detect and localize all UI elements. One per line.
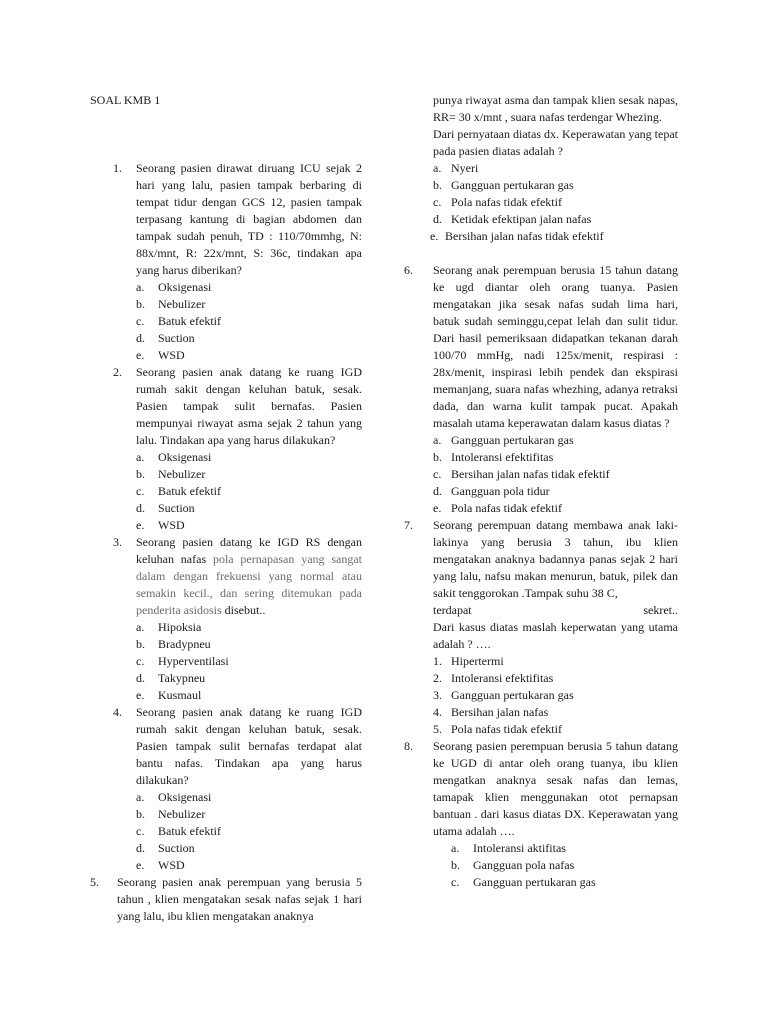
- option-a: a. Hipoksia: [136, 620, 202, 634]
- option-c: c. Batuk efektif: [136, 314, 221, 328]
- option-b: b. Intoleransi efektifitas: [433, 450, 554, 464]
- option-5: 5. Pola nafas tidak efektif: [433, 722, 562, 736]
- option-d: d. Suction: [136, 501, 195, 515]
- question-number: 4.: [113, 705, 122, 719]
- options-list: [136, 279, 362, 364]
- options-list: [136, 789, 362, 874]
- question-text: Seorang pasien anak perempuan yang berusia 5 tahun , klien mengatakan sesak nafas sejak 1 hari yang lalu, ibu klien mengatakan anaknya: [117, 875, 362, 923]
- question-5-continued: [404, 92, 678, 245]
- option-e: e. WSD: [136, 348, 185, 362]
- question-text: Seorang pasien anak datang ke ruang IGD rumah sakit dengan keluhan batuk, sesak. Pasien tampak sulit bernafas terdapat alat bantu nafas. Tindakan apa yang harus dilakukan?: [136, 705, 362, 787]
- question-text-last-line: terdapat sekret..: [433, 603, 678, 617]
- options-list: [136, 619, 362, 704]
- option-b: b. Gangguan pola nafas: [451, 858, 575, 872]
- option-e: e. Bersihan jalan nafas tidak efektif: [430, 229, 604, 243]
- option-d: d. Ketidak efektipan jalan nafas: [433, 212, 592, 226]
- option-a: a. Oksigenasi: [136, 280, 212, 294]
- question-prompt: Dari pernyataan diatas dx. Keperawatan yang tepat pada pasien diatas adalah ?: [433, 127, 678, 158]
- question-text: Seorang pasien anak datang ke ruang IGD rumah sakit dengan keluhan batuk, sesak. Pasien tampak sulit bernafas. Pasien mempunyai riwayat asma sejak 2 tahun yang lalu. Tindakan apa yang harus dilakukan?: [136, 365, 362, 447]
- option-1: 1. Hipertermi: [433, 654, 504, 668]
- option-c: c. Hyperventilasi: [136, 654, 229, 668]
- question-text: Seorang anak perempuan berusia 15 tahun datang ke ugd diantar oleh orang tuanya. Pasien mengatakan jika sesak nafas sudah lima hari, batuk sudah seminggu,cepat lelah dan sulit tidur. Dari hasil pemeriksaan didapatkan tekanan darah 100/70 mmHg, nadi 125x/menit, respirasi : 28x/menit, inspirasi lebih pendek dan ekspirasi memanjang, suara nafas whezhing, adanya retraksi dada, dan warna kulit tampak pucat. Apakah masalah utama keperawatan dalam kasus diatas ?: [433, 263, 678, 430]
- option-c: c. Batuk efektif: [136, 824, 221, 838]
- option-4: 4. Bersihan jalan nafas: [433, 705, 549, 719]
- question-number: 2.: [113, 365, 122, 379]
- option-c: c. Bersihan jalan nafas tidak efektif: [433, 467, 610, 481]
- option-e: e. WSD: [136, 858, 185, 872]
- question-number: 3.: [113, 535, 122, 549]
- right-column: [404, 92, 678, 891]
- question-text-continued: punya riwayat asma dan tampak klien sesak napas, RR= 30 x/mnt , suara nafas terdengar Whezing.: [433, 93, 678, 124]
- option-a: a. Intoleransi aktifitas: [451, 841, 566, 855]
- options-list: [433, 840, 678, 891]
- option-b: b. Nebulizer: [136, 297, 206, 311]
- question-number: 7.: [404, 518, 413, 532]
- option-b: b. Bradypneu: [136, 637, 211, 651]
- options-list: [433, 653, 678, 738]
- options-list: [433, 432, 678, 517]
- question-8: [404, 738, 678, 891]
- question-2: [90, 364, 362, 534]
- option-3: 3. Gangguan pertukaran gas: [433, 688, 574, 702]
- option-c: c. Gangguan pertukaran gas: [451, 875, 596, 889]
- question-text: Seorang pasien datang ke IGD RS dengan keluhan nafas pola pernapasan yang sangat dalam dengan frekuensi yang normal atau semakin kecil., dan sering ditemukan pada penderita asidosis disebut..: [136, 535, 362, 617]
- document-title: SOAL KMB 1: [90, 93, 161, 107]
- option-d: d. Gangguan pola tidur: [433, 484, 550, 498]
- option-2: 2. Intoleransi efektifitas: [433, 671, 554, 685]
- question-3: [90, 534, 362, 704]
- options-list: [430, 160, 678, 245]
- option-e: e. Pola nafas tidak efektif: [433, 501, 562, 515]
- question-4: [90, 704, 362, 874]
- question-text: Seorang perempuan datang membawa anak laki-lakinya yang berusia 3 tahun, ibu klien mengatakan anaknya badannya panas sejak 2 hari yang lalu, nafsu makan menurun, batuk, pilek dan sakit tenggorokan .Tampak suhu 38 C,: [433, 518, 678, 600]
- option-a: a. Oksigenasi: [136, 450, 212, 464]
- question-number: 6.: [404, 263, 413, 277]
- option-d: d. Suction: [136, 331, 195, 345]
- question-number: 1.: [113, 161, 122, 175]
- option-e: e. WSD: [136, 518, 185, 532]
- option-b: b. Gangguan pertukaran gas: [433, 178, 574, 192]
- option-c: c. Batuk efektif: [136, 484, 221, 498]
- options-list: [136, 449, 362, 534]
- option-b: b. Nebulizer: [136, 807, 206, 821]
- option-d: d. Suction: [136, 841, 195, 855]
- question-text: Seorang pasien perempuan berusia 5 tahun datang ke UGD di antar oleh orang tuanya, ibu klien mengatkan anaknya sesak nafas dan lemas, tamapak klien menggunakan otot pernapsan bantuan . dari kasus diatas DX. Keperawatan yang utama adalah ….: [433, 739, 678, 838]
- highlighted-text: pola pernapasan yang sangat dalam dengan frekuensi yang normal atau semakin kecil., dan sering ditemukan pada penderita asidosis: [136, 552, 362, 617]
- question-text: Seorang pasien dirawat diruang ICU sejak 2 hari yang lalu, pasien tampak berbaring di tempat tidur dengan GCS 12, pasien tampak terpasang kantung di bagian abdomen dan tampak sudah penuh, TD : 110/70mmhg, N: 88x/mnt, R: 22x/mnt, S: 36c, tindakan apa yang harus diberikan?: [136, 161, 362, 277]
- left-column: [90, 92, 362, 925]
- question-6: [404, 262, 678, 517]
- question-7: [404, 517, 678, 738]
- option-a: a. Nyeri: [433, 161, 479, 175]
- question-1: [90, 160, 362, 364]
- option-d: d. Takypneu: [136, 671, 206, 685]
- option-c: c. Pola nafas tidak efektif: [433, 195, 562, 209]
- question-number: 5.: [90, 875, 99, 889]
- option-b: b. Nebulizer: [136, 467, 206, 481]
- option-e: e. Kusmaul: [136, 688, 202, 702]
- question-prompt: Dari kasus diatas maslah keperwatan yang utama adalah ? ….: [433, 620, 678, 651]
- option-a: a. Gangguan pertukaran gas: [433, 433, 574, 447]
- question-5: [90, 874, 362, 925]
- option-a: a. Oksigenasi: [136, 790, 212, 804]
- question-number: 8.: [404, 739, 413, 753]
